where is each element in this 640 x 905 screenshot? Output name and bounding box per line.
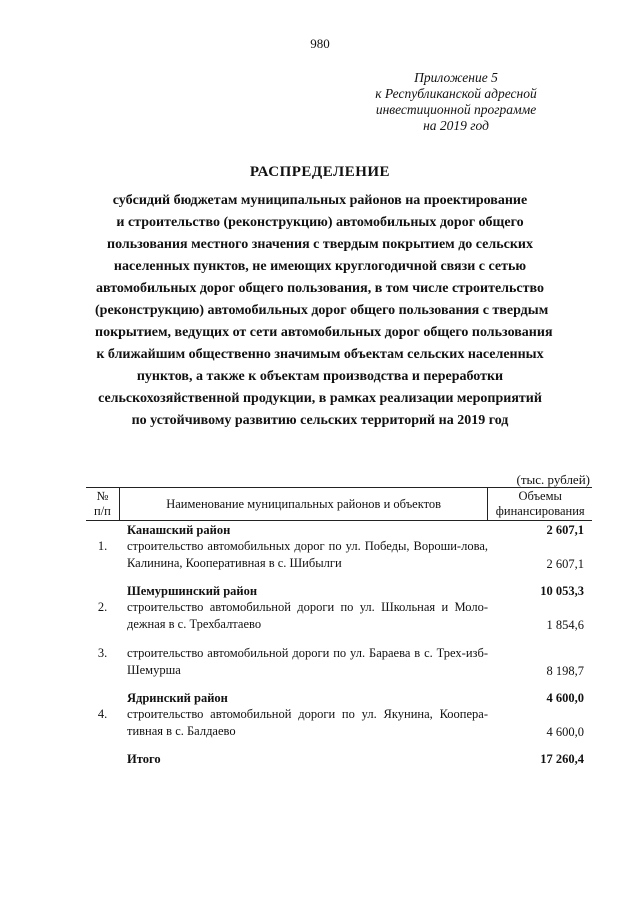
appendix-line: к Республиканской адресной [375, 86, 537, 101]
district-total: 4 600,0 [546, 691, 584, 705]
header-amount [488, 488, 592, 520]
district-name: Ядринский район [127, 691, 228, 705]
header-amount-line2: финансирования [495, 504, 585, 518]
appendix-note [326, 70, 586, 134]
subtitle-line: населенных пунктов, не имеющих круглогодичной связи с сетью [113, 259, 527, 274]
header-number-line1: № [96, 489, 109, 503]
table-header [86, 487, 592, 521]
district-total: 10 053,3 [540, 584, 584, 598]
row-amount: 2 607,1 [546, 557, 584, 571]
document-title: РАСПРЕДЕЛЕНИЕ [249, 164, 391, 180]
appendix-line: Приложение 5 [414, 70, 498, 85]
row-amount: 4 600,0 [546, 725, 584, 739]
subtitle-line: субсидий бюджетам муниципальных районов на проектирование [112, 193, 528, 208]
district-total: 2 607,1 [546, 523, 584, 537]
document-subtitle [95, 190, 553, 432]
subtitle-line: по устойчивому развитию сельских территорий на 2019 год [131, 413, 509, 428]
header-number [86, 488, 120, 520]
subtitle-line: пользования местного значения с твердым покрытием до сельских [107, 237, 533, 252]
subtitle-line: и строительство (реконструкцию) автомобильных дорог общего [116, 215, 524, 230]
appendix-line: на 2019 год [423, 118, 489, 133]
row-object: строительство автомобильной дороги по ул. Школьная и Моло-дежная в с. Трехбалтаево [127, 600, 488, 631]
row-amount: 8 198,7 [546, 664, 584, 678]
table-row [86, 538, 592, 572]
page-number: 980 [310, 36, 330, 51]
row-object: строительство автомобильной дороги по ул. Якунина, Коопера-тивная в с. Балдаево [127, 707, 488, 738]
subtitle-line: к ближайшим общественно значимым объектам сельских населенных [96, 347, 544, 362]
total-label: Итого [127, 752, 161, 766]
subtitle-line: автомобильных дорог общего пользования, в том числе строительство [96, 281, 544, 296]
subtitle-line: (реконструкцию) автомобильных дорог общего пользования с твердым [95, 303, 549, 318]
subtitle-line: пунктов, а также к объектам производства и переработки [136, 369, 504, 384]
district-name: Шемуршинский район [127, 584, 258, 598]
total-value: 17 260,4 [540, 752, 584, 766]
row-number: 4. [97, 707, 108, 721]
row-number: 2. [97, 600, 108, 614]
header-amount-line1: Объемы [518, 489, 562, 503]
funding-table [86, 487, 592, 767]
subtitle-line: сельскохозяйственной продукции, в рамках реализации мероприятий [98, 391, 542, 406]
appendix-line: инвестиционной программе [375, 102, 537, 117]
table-row [86, 645, 592, 679]
table-row [86, 706, 592, 740]
row-object: строительство автомобильных дорог по ул. Победы, Вороши-лова, Калинина, Кооперативная в с. Шибылги [127, 539, 488, 570]
district-row [86, 523, 592, 538]
district-name: Канашский район [127, 523, 231, 537]
row-amount: 1 854,6 [546, 618, 584, 632]
total-row [86, 752, 592, 767]
subtitle-line: покрытием, ведущих от сети автомобильных дорог общего пользования [95, 325, 553, 340]
district-row [86, 584, 592, 599]
header-number-line2: п/п [94, 504, 111, 518]
row-number: 3. [97, 646, 108, 660]
units-label: (тыс. рублей) [516, 472, 590, 487]
header-name: Наименование муниципальных районов и объектов [120, 488, 489, 520]
district-row [86, 691, 592, 706]
row-number: 1. [97, 539, 108, 553]
table-row [86, 599, 592, 633]
row-object: строительство автомобильной дороги по ул. Бараева в с. Трех-изб-Шемурша [127, 646, 488, 677]
